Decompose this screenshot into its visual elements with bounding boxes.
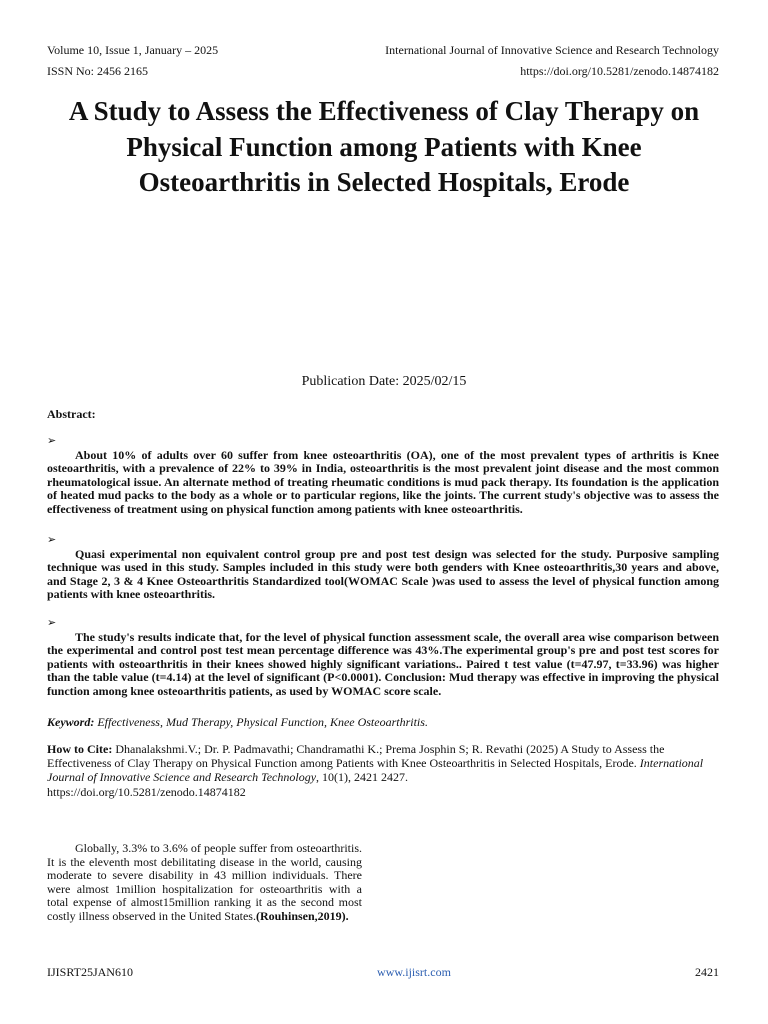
cite-doi-link[interactable]: https://doi.org/10.5281/zenodo.14874182 <box>47 784 246 799</box>
how-to-cite <box>47 742 719 799</box>
abstract-paragraph-background: About 10% of adults over 60 suffer from knee osteoarthritis (OA), one of the most prevalent types of arthritis is Knee osteoarthritis, with a prevalence of 22% to 39% in India, osteoarthritis is the most prevalent joint disease and the most common rheumatological issue. An alternate method of treating rheumatic conditions is mud pack therapy. Its foundation is the application of heated mud packs to the body as a whole or to particular regions, like the joints. The current study's objective was to assess the effectiveness of treatment using on physical function among patients with knee osteoarthritis. <box>47 448 719 516</box>
volume-issue: Volume 10, Issue 1, January – 2025 <box>47 43 219 57</box>
journal-name: International Journal of Innovative Science and Research Technology <box>385 43 719 57</box>
page-number: 2421 <box>695 965 719 979</box>
body-reference: (Rouhinsen,2019). <box>255 908 349 923</box>
body-paragraph <box>47 842 362 924</box>
header-doi-link[interactable]: https://doi.org/10.5281/zenodo.14874182 <box>520 64 719 78</box>
bullet-arrow-icon: ➢ <box>47 534 57 546</box>
keywords <box>47 715 719 730</box>
abstract-paragraph-methods: Quasi experimental non equivalent control group pre and post test design was selected for the study. Purposive sampling technique was used in this study. Samples included in this study were both genders with Knee osteoarthritis,30 years and above, and Stage 2, 3 & 4 Knee Osteoarthritis Standardized tool(WOMAC Scale )was used to assess the level of physical function among patients with knee osteoarthritis. <box>47 547 719 602</box>
keyword-label: Keyword: <box>47 715 95 729</box>
abstract-paragraph-results: The study's results indicate that, for the level of physical function assessment scale, the overall area wise comparison between the experimental and control post test mean percentage difference was 43%.The experimental group's pre and post test scores for patients with osteoarthritis in their knees showed highly significant variations.. Paired t test value (t=47.97, t=33.96) was higher than the table value (t=4.14) at the level of significant (P<0.0001). Conclusion: Mud therapy was effective in improving the physical function among knee osteoarthritis patients, as used by WOMAC score scale. <box>47 630 719 698</box>
footer-code: IJISRT25JAN610 <box>47 965 133 979</box>
bullet-arrow-icon: ➢ <box>47 435 57 447</box>
running-header-top <box>47 43 719 57</box>
page-footer <box>47 965 719 980</box>
cite-text: Dhanalakshmi.V.; Dr. P. Padmavathi; Chandramathi K.; Prema Josphin S; R. Revathi (2025) A Study to Assess the Effectiveness of Clay Therapy on Physical Function among Patients with Knee Osteoarthritis in Selected Hospitals, Erode. <box>47 742 665 771</box>
publication-date: Publication Date: 2025/02/15 <box>301 374 467 389</box>
running-header-bottom <box>47 64 719 78</box>
abstract-label: Abstract: <box>47 407 96 421</box>
cite-journal: International Journal of Innovative Science and Research Technology <box>47 756 704 785</box>
footer-website-link[interactable]: www.ijisrt.com <box>377 965 451 979</box>
issn: ISSN No: 2456 2165 <box>47 64 149 78</box>
cite-label: How to Cite: <box>47 742 113 756</box>
bullet-arrow-icon: ➢ <box>47 617 57 629</box>
body-text: Globally, 3.3% to 3.6% of people suffer from osteoarthritis. It is the eleventh most debilitating disease in the world, causing moderate to severe disability in 43 million individuals. There were almost 1million hospitalization for osteoarthritis with a total expense of almost15million ranking it as the second most costly illness observed in the United States. <box>47 841 362 923</box>
cite-details: , 10(1), 2421 2427. <box>316 770 409 785</box>
paper-title: A Study to Assess the Effectiveness of Clay Therapy on Physical Function among Patients with Knee Osteoarthritis in Selected Hospitals, Erode <box>68 96 700 197</box>
keyword-list: Effectiveness, Mud Therapy, Physical Function, Knee Osteoarthritis. <box>94 715 428 729</box>
